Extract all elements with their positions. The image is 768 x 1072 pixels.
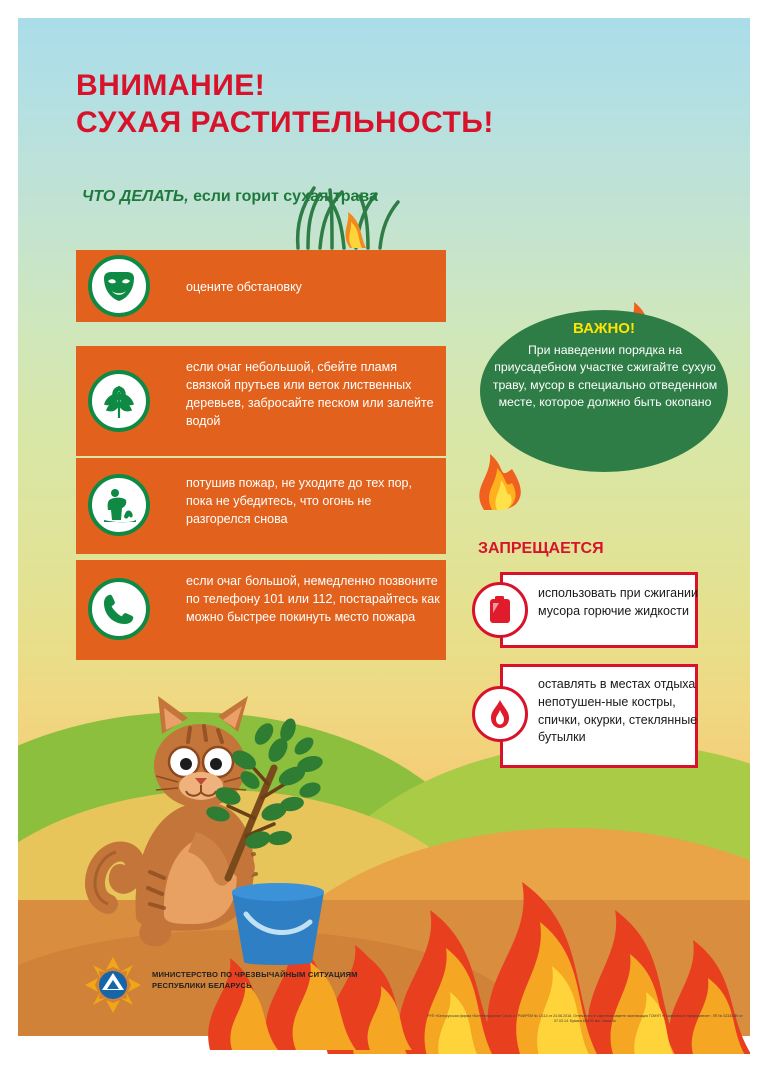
flame-icon-important-bottom [470, 440, 530, 515]
match-flame-icon [472, 686, 528, 742]
mchs-logo [84, 956, 142, 1019]
step-text-3: потушив пожар, не уходите до тех пор, пока не убедитесь, что огонь не разгорелся снова [186, 476, 412, 527]
bucket-icon [222, 878, 334, 973]
imprint-fineprint: РУП «Белорусская фирма «Белтелефильм» Св-во о ГРИИРПИ № 1/114 от 24.08.2016. Отпечатано в офсетном макете экспликация ГОИУП «Графическое предприятие», ЛП № 02330/89 от 07.03.14. Бумага 65/100 мм. Заказ № [427, 1014, 743, 1024]
step-text-1: оцените обстановку [186, 280, 302, 294]
person-stamping-fire-icon [88, 474, 150, 536]
forbidden-text-1: использовать при сжигании мусора горючие жидкости [538, 586, 698, 618]
subtitle [82, 186, 382, 208]
forbidden-title: ЗАПРЕЩАЕТСЯ [478, 540, 604, 557]
phone-icon [88, 578, 150, 640]
page-title [76, 68, 494, 141]
step-text-4: если очаг большой, немедленно позвоните по телефону 101 или 112, постарайтесь как можно быстрее покинуть место пожара [186, 574, 440, 625]
jerrycan-icon [472, 582, 528, 638]
ministry-caption [152, 970, 358, 992]
forbidden-text-2: оставлять в местах отдыха непотушен-ные костры, спички, окурки, стеклянные бутылки [538, 677, 698, 745]
tree-branch-icon [88, 370, 150, 432]
ministry-line-1: МИНИСТЕРСТВО ПО ЧРЕЗВЫЧАЙНЫМ СИТУАЦИЯМ [152, 970, 358, 979]
important-text: При наведении порядка на приусадебном участке сжигайте сухую траву, мусор в специально отведенном месте, которое должно быть окопано [492, 343, 718, 410]
subtitle-strong: ЧТО ДЕЛАТЬ, [82, 188, 189, 205]
subtitle-rest: если горит сухая трава [188, 188, 378, 205]
step-text-2: если очаг небольшой, сбейте пламя связкой прутьев или веток лиственных деревьев, забросайте песком или залейте водой [186, 360, 434, 429]
title-line-2: СУХАЯ РАСТИТЕЛЬНОСТЬ! [76, 105, 494, 139]
title-line-1: ВНИМАНИЕ! [76, 69, 266, 102]
ministry-line-2: РЕСПУБЛИКИ БЕЛАРУСЬ [152, 980, 252, 990]
mask-icon [88, 255, 150, 317]
important-title: ВАЖНО! [573, 320, 635, 337]
